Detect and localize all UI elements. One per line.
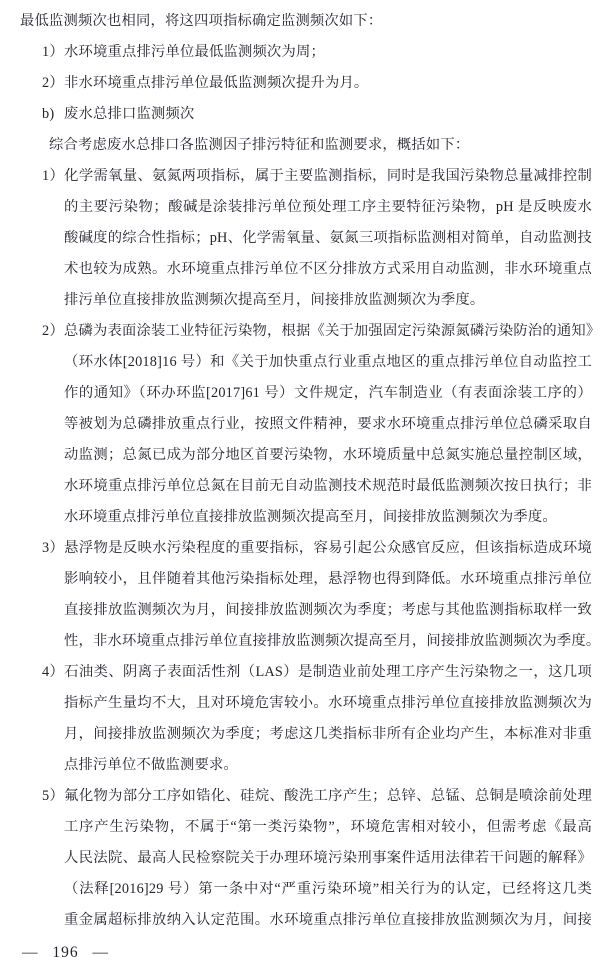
text-line: 性，非水环境重点排污单位直接排放监测频次提高至月，间接排放监测频次为季度。 [64, 633, 601, 649]
page-footer [22, 944, 109, 962]
text-line: 术也较为成熟。水环境重点排污单位不区分排放方式采用自动监测，非水环境重点 [64, 261, 592, 277]
numbered-item-2 [42, 316, 601, 533]
text-line: 酸碱度的综合性指标；pH、化学需氧量、氨氮三项指标监测相对简单，自动监测技 [64, 230, 592, 246]
text-line [42, 161, 592, 192]
text-line: 动监测；总氮已成为部分地区首要污染物，水环境质量中总氮实施总量控制区域， [64, 447, 592, 463]
text-line: 指标产生量均不大，且对环境危害较小。水环境重点排污单位直接排放监测频次为 [64, 695, 592, 711]
list-a-item-1 [42, 37, 592, 68]
list-item-text: 化学需氧量、氨氮两项指标，属于主要监测指标，同时是我国污染物总量减排控制 [64, 168, 592, 184]
numbered-item-4 [42, 657, 592, 781]
list-item-text: 非水环境重点排污单位最低监测频次提升为月。 [64, 75, 369, 91]
list-item-number: 3） [42, 540, 64, 556]
section-heading-text: 废水总排口监测频次 [64, 106, 195, 122]
numbered-item-3 [42, 533, 601, 657]
list-item-text: 石油类、阴离子表面活性剂（LAS）是制造业前处理工序产生污染物之一，这几项 [64, 664, 592, 680]
text-line: 等被划为总磷排放重点行业，按照文件精神，要求水环境重点排污单位总磷采取自 [64, 416, 592, 432]
text-line: （环水体[2018]16 号）和《关于加快重点行业重点地区的重点排污单位自动监控工 [64, 354, 592, 370]
list-item-number: 2） [42, 323, 64, 339]
list-item-number: 5） [42, 788, 64, 804]
page-number: — 196 — [22, 944, 109, 961]
list-item-number: 1） [42, 168, 64, 184]
paragraph-continuation: 最低监测频次也相同，将这四项指标确定监测频次如下： [20, 13, 383, 29]
text-line: （法释[2016]29 号）第一条中对“严重污染环境”相关行为的认定，已经将这几类 [64, 881, 592, 897]
text-line [42, 68, 592, 99]
text-line: 排污单位直接排放监测频次提高至月，间接排放监测频次为季度。 [64, 292, 485, 308]
text-line: 影响较小，且伴随着其他污染指标处理，悬浮物也得到降低。水环境重点排污单位 [64, 571, 592, 587]
text-line [42, 657, 592, 688]
text-line [42, 99, 592, 130]
text-line [42, 37, 592, 68]
text-line: 的主要污染物；酸碱是涂装排污单位预处理工序主要特征污染物，pH 是反映废水 [64, 199, 592, 215]
paragraph-summary: 综合考虑废水总排口各监测因子排污特征和监测要求，概括如下： [49, 137, 470, 153]
text-line: 点排污单位不做监测要求。 [64, 757, 238, 773]
text-line: 工序产生污染物，不属于“第一类污染物”，环境危害相对较小，但需考虑《最高 [64, 819, 592, 835]
text-line: 水环境重点排污单位直接排放监测频次提高至月，间接排放监测频次为季度。 [64, 509, 557, 525]
text-line: 直接排放监测频次为月，间接排放监测频次为季度；考虑与其他监测指标取样一致 [64, 602, 592, 618]
text-line [42, 781, 592, 812]
section-heading-b [42, 99, 592, 130]
text-line: 重金属超标排放纳入认定范围。水环境重点排污单位直接排放监测频次为月，间接 [64, 912, 592, 928]
text-line: 人民法院、最高人民检察院关于办理环境污染刑事案件适用法律若干问题的解释》 [64, 850, 592, 866]
list-item-number: b) [42, 106, 55, 122]
list-item-number: 2） [42, 75, 64, 91]
list-item-number: 4） [42, 664, 64, 680]
list-a-item-2 [42, 68, 592, 99]
numbered-item-5 [42, 781, 592, 936]
text-line [42, 533, 592, 564]
list-item-text: 氟化物为部分工序如锆化、硅烷、酸洗工序产生；总锌、总锰、总铜是喷涂前处理 [64, 788, 592, 804]
list-item-text: 总磷为表面涂装工业特征污染物，根据《关于加强固定污染源氮磷污染防治的通知》 [64, 323, 601, 339]
text-line: 作的通知》（环办环监[2017]61 号）文件规定，汽车制造业（有表面涂装工序的） [64, 385, 592, 401]
text-line: 水环境重点排污单位总氮在目前无自动监测技术规范时最低监测频次按日执行；非 [64, 478, 592, 494]
list-item-number: 1） [42, 44, 64, 60]
text-line [42, 316, 601, 347]
text-line: 月，间接排放监测频次为季度；考虑这几类指标非所有企业均产生，本标准对非重 [64, 726, 592, 742]
list-item-text: 悬浮物是反映水污染程度的重要指标，容易引起公众感官反应，但该指标造成环境 [64, 540, 592, 556]
list-item-text: 水环境重点排污单位最低监测频次为周； [64, 44, 325, 60]
numbered-item-1 [42, 161, 592, 316]
